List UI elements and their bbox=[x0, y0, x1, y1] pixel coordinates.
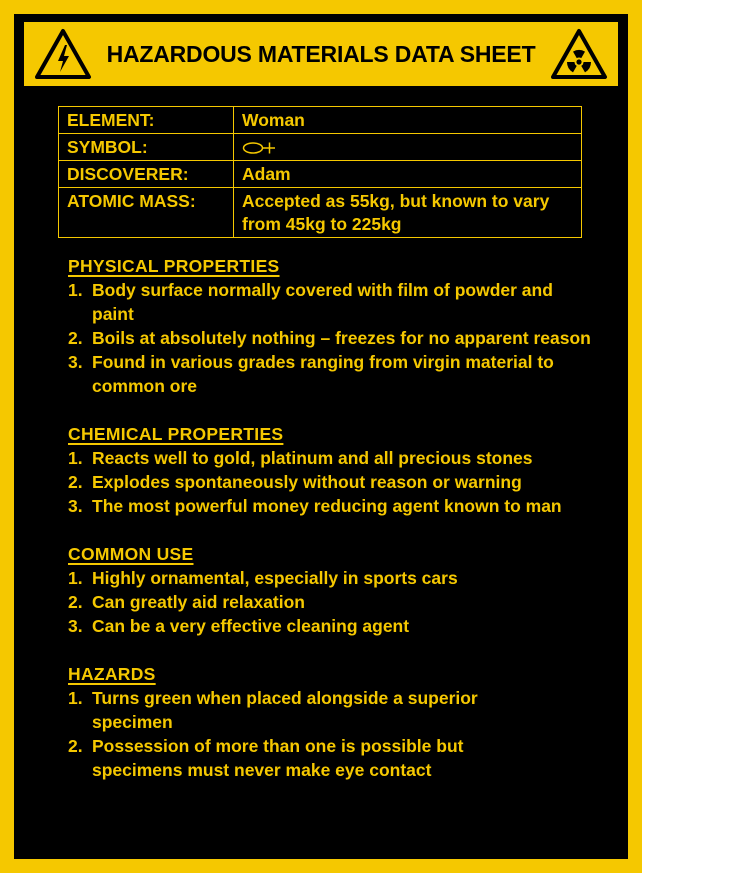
item-number: 1. bbox=[68, 568, 83, 588]
item-number: 3. bbox=[68, 616, 83, 636]
list-item bbox=[68, 446, 613, 470]
list-item bbox=[68, 566, 613, 590]
list-item bbox=[68, 590, 613, 614]
item-text: Body surface normally covered with film of powder and paint bbox=[92, 280, 553, 324]
physical-properties-section bbox=[68, 254, 613, 398]
chemical-properties-section bbox=[68, 422, 613, 518]
table-row bbox=[59, 188, 582, 238]
list-item bbox=[68, 686, 613, 734]
common-use-section bbox=[68, 542, 613, 638]
property-list bbox=[68, 278, 613, 398]
item-number: 2. bbox=[68, 736, 83, 756]
hazards-section bbox=[68, 662, 613, 782]
item-number: 2. bbox=[68, 472, 83, 492]
section-heading: COMMON USE bbox=[68, 544, 194, 564]
atomic-mass-value: Accepted as 55kg, but known to vary from 45kg to 225kg bbox=[234, 188, 582, 238]
list-item bbox=[68, 470, 613, 494]
table-row bbox=[59, 107, 582, 134]
item-text: Can be a very effective cleaning agent bbox=[92, 616, 410, 636]
page-title: HAZARDOUS MATERIALS DATA SHEET bbox=[106, 40, 536, 67]
element-label: ELEMENT: bbox=[59, 107, 234, 134]
symbol-label: SYMBOL: bbox=[59, 134, 234, 161]
item-text: Boils at absolutely nothing – freezes for no apparent reason bbox=[92, 328, 591, 348]
section-heading: CHEMICAL PROPERTIES bbox=[68, 424, 284, 444]
section-heading: HAZARDS bbox=[68, 664, 156, 684]
item-number: 1. bbox=[68, 280, 83, 300]
section-heading: PHYSICAL PROPERTIES bbox=[68, 256, 280, 276]
list-item bbox=[68, 734, 613, 782]
sheet-panel bbox=[14, 14, 628, 859]
item-text: Explodes spontaneously without reason or warning bbox=[92, 472, 522, 492]
item-text: Highly ornamental, especially in sports cars bbox=[92, 568, 458, 588]
properties-sections bbox=[68, 254, 613, 806]
property-list bbox=[68, 446, 613, 518]
radiation-warning-icon bbox=[550, 28, 608, 80]
item-text: Can greatly aid relaxation bbox=[92, 592, 305, 612]
item-text: Found in various grades ranging from virgin material to common ore bbox=[92, 352, 554, 396]
woman-symbol-icon bbox=[242, 141, 276, 155]
title-bar bbox=[24, 22, 618, 86]
list-item bbox=[68, 326, 613, 350]
item-number: 3. bbox=[68, 496, 83, 516]
discoverer-label: DISCOVERER: bbox=[59, 161, 234, 188]
item-text: Turns green when placed alongside a superior specimen bbox=[92, 688, 478, 732]
property-list bbox=[68, 566, 613, 638]
high-voltage-warning-icon bbox=[34, 28, 92, 80]
table-row bbox=[59, 134, 582, 161]
item-number: 3. bbox=[68, 352, 83, 372]
atomic-mass-label: ATOMIC MASS: bbox=[59, 188, 234, 238]
item-text: Possession of more than one is possible but specimens must never make eye contact bbox=[92, 736, 464, 780]
list-item bbox=[68, 494, 613, 518]
list-item bbox=[68, 278, 613, 326]
item-number: 1. bbox=[68, 448, 83, 468]
property-list bbox=[68, 686, 613, 782]
item-number: 2. bbox=[68, 328, 83, 348]
item-text: Reacts well to gold, platinum and all precious stones bbox=[92, 448, 533, 468]
discoverer-value: Adam bbox=[234, 161, 582, 188]
item-text: The most powerful money reducing agent known to man bbox=[92, 496, 562, 516]
element-info-table bbox=[58, 106, 582, 238]
list-item bbox=[68, 614, 613, 638]
item-number: 1. bbox=[68, 688, 83, 708]
symbol-value bbox=[234, 134, 582, 161]
table-row bbox=[59, 161, 582, 188]
item-number: 2. bbox=[68, 592, 83, 612]
list-item bbox=[68, 350, 613, 398]
element-value: Woman bbox=[234, 107, 582, 134]
